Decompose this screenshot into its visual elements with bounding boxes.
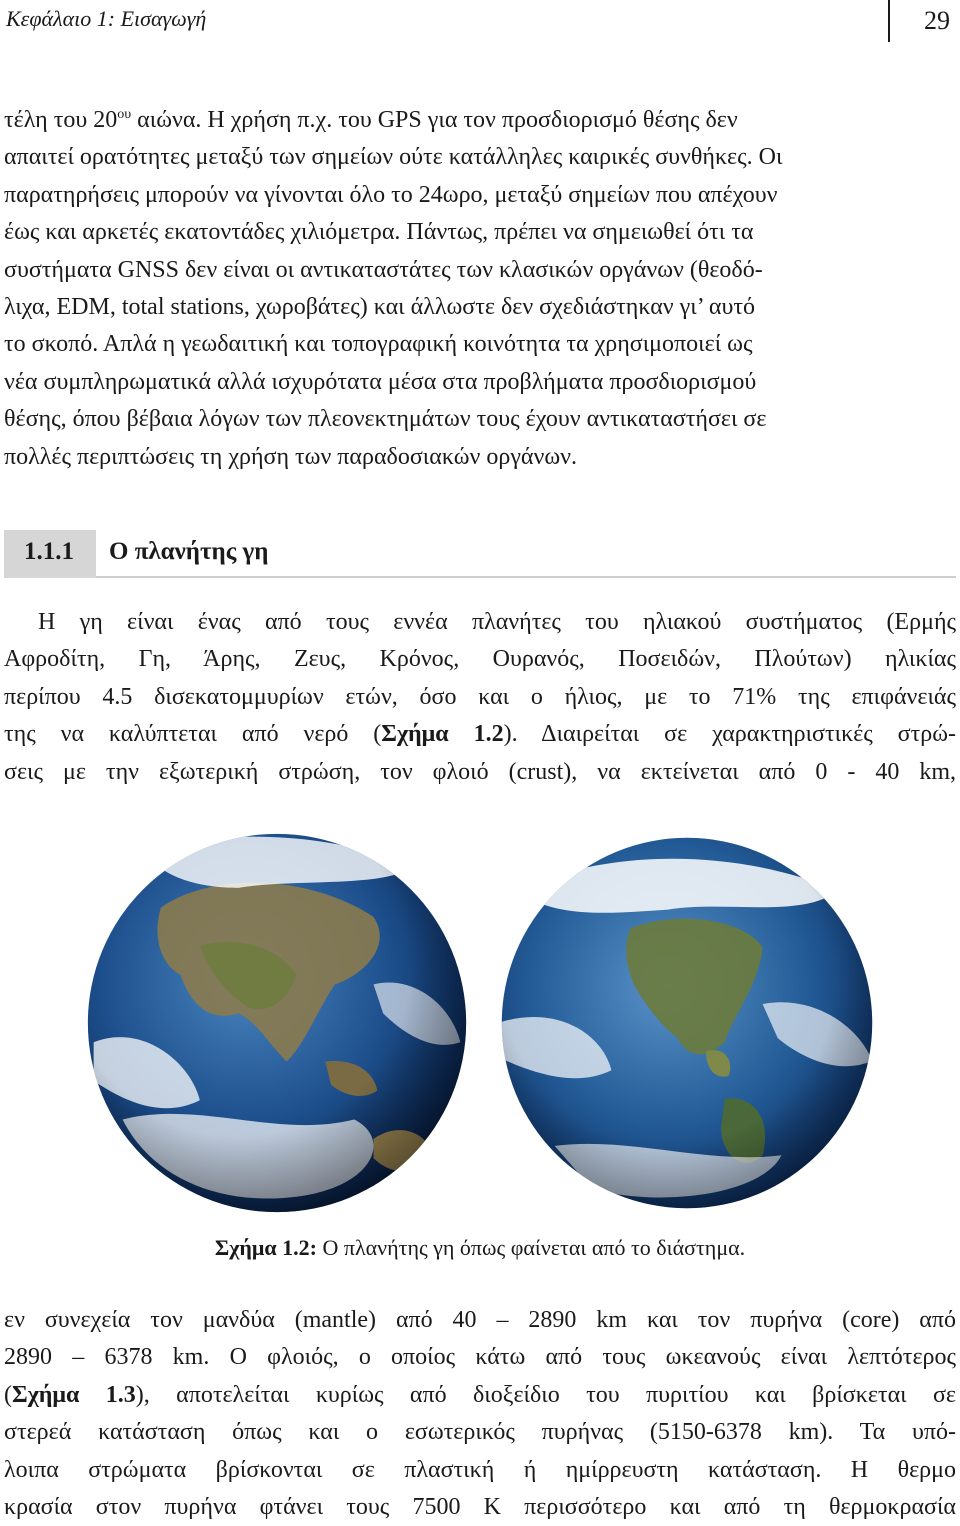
text-span: αιώνα. Η χρήση π.χ. του GPS για τον προσδιορισμό θέσης δεν [131,107,738,133]
text-line [4,102,956,139]
text-line: παρατηρήσεις μπορούν να γίνονται όλο το 24ωρο, μεταξύ σημείων που απέχουν [4,181,778,208]
figure-reference: Σχήμα 1.3 [12,1381,136,1408]
paragraph-intro [4,102,956,476]
text-span: ), αποτελείται κυρίως από διοξείδιο του πυριτίου και βρίσκεται σε [135,1381,956,1408]
superscript: ου [117,107,132,122]
text-line: νέα συμπληρωματικά αλλά ισχυρότατα μέσα στα προβλήματα προσδιορισμού [4,368,757,395]
text-line: το σκοπό. Απλά η γεωδαιτική και τοπογραφική κοινότητα τα χρησιμοποιεί ως [4,331,753,358]
text-line: απαιτεί ορατότητες μεταξύ των σημείων ούτε κατάλληλες καιρικές συνθήκες. Οι [4,144,783,171]
text-line: λιχα, EDM, total stations, χωροβάτες) και άλλωστε δεν σχεδιάστηκαν γι’ αυτό [4,294,756,321]
figure-caption [0,1232,960,1264]
text-line: έως και αρκετές εκατοντάδες χιλιόμετρα. Πάντως, πρέπει να σημειωθεί ότι τα [4,219,754,246]
figure-earth-globes [84,830,876,1230]
text-line: Η γη είναι ένας από τους εννέα πλανήτες του ηλιακού συστήματος (Ερμής [38,609,956,635]
text-line: θέσης, όπου βέβαια λόγων των πλεονεκτημάτων τους έχουν αντικαταστήσει σε [4,406,767,433]
paragraph-layers [4,1302,956,1526]
page-number: 29 [924,6,950,35]
text-span: της να καλύπτεται από νερό ( [4,721,382,748]
text-line: στερεά κατάσταση όπως και ο εσωτερικός πυρήνας (5150-6378 km). Τα υπό- [4,1419,956,1446]
section-title: Ο πλανήτης γη [109,538,269,565]
text-line: πολλές περιπτώσεις τη χρήση των παραδοσιακών οργάνων. [4,443,577,470]
page-header [0,0,960,42]
text-line [4,1377,956,1414]
text-span: τέλη του 20 [4,107,118,133]
text-line [4,716,956,753]
text-line: κρασία στον πυρήνα φτάνει τους 7500 Κ περισσότερο και από τη θερμοκρασία [4,1494,956,1521]
header-divider [888,0,890,42]
text-line: Αφροδίτη, Γη, Άρης, Ζευς, Κρόνος, Ουρανός, Ποσειδών, Πλούτων) ηλικίας [4,646,956,673]
text-line: περίπου 4.5 δισεκατομμυρίων ετών, όσο και ο ήλιος, με το 71% της επιφάνειάς [4,683,956,710]
text-line: λοιπα στρώματα βρίσκονται σε πλαστική ή ημίρρευστη κατάσταση. Η θερμο [4,1456,956,1483]
caption-label: Σχήμα 1.2: [214,1235,317,1260]
text-line: σεις με την εξωτερική στρώση, τον φλοιό (crust), να εκτείνεται από 0 - 40 km, [4,758,956,785]
text-line: εν συνεχεία τον μανδύα (mantle) από 40 – 2890 km και τον πυρήνα (core) από [4,1307,956,1333]
figure-reference: Σχήμα 1.2 [381,721,504,748]
section-underline [96,576,956,578]
caption-text: Ο πλανήτης γη όπως φαίνεται από το διάστημα. [316,1235,746,1260]
earth-globe-western-image [498,834,876,1212]
section-heading [4,530,956,578]
text-line: συστήματα GNSS δεν είναι οι αντικαταστάτες των κλασικών οργάνων (θεοδό- [4,256,763,283]
paragraph-earth [4,604,956,791]
earth-globe-eastern-image [84,830,470,1216]
chapter-title: Κεφάλαιο 1: Εισαγωγή [6,6,207,31]
section-number: 1.1.1 [24,538,74,565]
text-span: ). Διαιρείται σε χαρακτηριστικές στρώ- [503,721,956,748]
text-line: 2890 – 6378 km. Ο φλοιός, ο οποίος κάτω από τους ωκεανούς είναι λεπτότερος [4,1344,956,1371]
text-span: ( [4,1381,12,1408]
